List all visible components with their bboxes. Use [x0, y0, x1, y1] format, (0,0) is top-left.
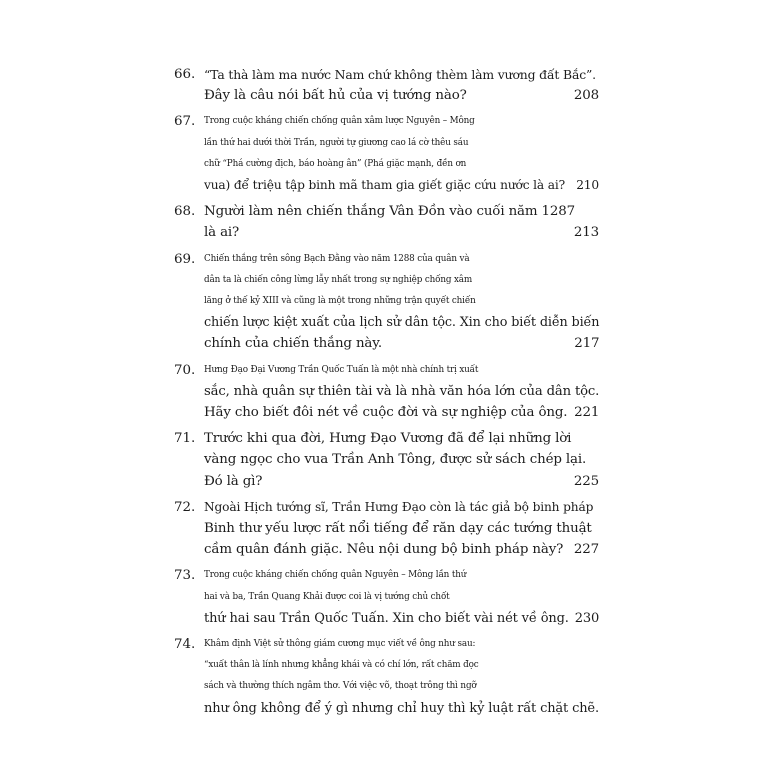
- question-line: [204, 291, 599, 312]
- entry-question: [204, 249, 599, 355]
- question-text: Khâm định Việt sử thông giám cương mục viết về ông như sau:: [204, 639, 476, 650]
- entry-number: 70.: [174, 362, 196, 378]
- entry-question: [204, 201, 599, 243]
- entry-number: 72.: [174, 499, 196, 515]
- question-line: [204, 133, 599, 154]
- question-text: Hưng Đạo Đại Vương Trần Quốc Tuấn là một nhà chính trị xuất: [204, 364, 479, 375]
- entry-number: 74.: [174, 637, 196, 653]
- toc-entry: [174, 565, 599, 629]
- question-text: Người làm nên chiến thắng Vân Đồn vào cuối năm 1287: [204, 204, 576, 220]
- toc-entry: [174, 111, 599, 196]
- entry-number: 66.: [174, 67, 196, 82]
- question-line: [204, 497, 599, 518]
- question-line: [204, 64, 599, 85]
- page-number: 221: [574, 405, 600, 421]
- entry-question: [204, 497, 599, 561]
- question-text: lăng ở thế kỷ XIII và cũng là một trong những trận quyết chiến: [204, 296, 476, 307]
- question-line: [204, 471, 599, 492]
- question-text: sắc, nhà quân sự thiên tài và là nhà văn hóa lớn của dân tộc.: [204, 383, 600, 399]
- question-text: là ai?: [204, 225, 240, 241]
- entry-question: [204, 634, 599, 719]
- question-text: như ông không để ý gì nhưng chỉ huy thì kỷ luật rất chặt chẽ.: [204, 700, 599, 716]
- question-line: [204, 312, 599, 333]
- toc-entry: [174, 360, 599, 424]
- question-text: chữ “Phá cường địch, báo hoàng ân” (Phá giặc mạnh, đền ơn: [204, 158, 467, 169]
- page-number: 225: [573, 473, 599, 489]
- page-number: 208: [573, 88, 599, 104]
- question-text: lần thứ hai dưới thời Trần, người tự giương cao lá cờ thêu sáu: [204, 137, 469, 148]
- question-text: Trong cuộc kháng chiến chống quân xâm lược Nguyên – Mông: [204, 116, 475, 127]
- entry-question: [204, 111, 599, 196]
- question-text: vua) để triệu tập binh mã tham gia giết giặc cứu nước là ai?: [204, 178, 565, 193]
- page-number: 210: [576, 178, 599, 193]
- page-number: 230: [574, 610, 600, 626]
- entry-question: [204, 360, 599, 424]
- question-text: Hãy cho biết đôi nét về cuộc đời và sự nghiệp của ông.: [204, 405, 568, 421]
- question-line: [204, 698, 599, 719]
- question-line: [204, 565, 599, 586]
- question-text: dân ta là chiến công lừng lẫy nhất trong sự nghiệp chống xâm: [204, 274, 473, 285]
- toc-entry: [174, 497, 599, 561]
- question-line: [204, 381, 599, 402]
- question-text: chính của chiến thắng này.: [204, 336, 382, 352]
- question-text: sách và thường thích ngâm thơ. Với việc võ, thoạt trông thì ngỡ: [204, 681, 477, 692]
- question-line: [204, 518, 599, 539]
- question-line: [204, 175, 599, 196]
- question-line: [204, 676, 599, 697]
- question-line: [204, 428, 599, 449]
- question-text: hai và ba, Trần Quang Khải được coi là vị tướng chủ chốt: [204, 591, 450, 602]
- toc-entry: [174, 201, 599, 243]
- entry-question: [204, 64, 599, 106]
- entry-question: [204, 428, 599, 492]
- question-line: [204, 249, 599, 270]
- table-of-contents: [174, 64, 599, 724]
- page-number: 213: [573, 225, 599, 241]
- question-text: chiến lược kiệt xuất của lịch sử dân tộc. Xin cho biết diễn biến: [204, 315, 600, 331]
- question-text: Trong cuộc kháng chiến chống quân Nguyên – Mông lần thứ: [204, 570, 467, 581]
- question-text: cầm quân đánh giặc. Nêu nội dung bộ binh pháp này?: [204, 542, 564, 558]
- entry-number: 68.: [174, 204, 196, 220]
- question-line: [204, 222, 599, 243]
- question-line: [204, 154, 599, 175]
- question-text: “xuất thân là lính nhưng khẳng khái và có chí lớn, rất chăm đọc: [204, 660, 479, 671]
- question-text: Ngoài Hịch tướng sĩ, Trần Hưng Đạo còn là tác giả bộ binh pháp: [204, 499, 594, 514]
- page-number: 217: [574, 336, 600, 352]
- question-line: [204, 360, 599, 381]
- question-text: Trước khi qua đời, Hưng Đạo Vương đã để lại những lời: [204, 431, 572, 447]
- toc-entry: [174, 428, 599, 492]
- question-text: thứ hai sau Trần Quốc Tuấn. Xin cho biết vài nét về ông.: [204, 610, 569, 626]
- toc-entry: [174, 64, 599, 106]
- toc-entry: [174, 634, 599, 719]
- question-line: [204, 539, 599, 560]
- question-line: [204, 85, 599, 106]
- entry-question: [204, 565, 599, 629]
- entry-number: 71.: [174, 431, 196, 447]
- question-line: [204, 201, 599, 222]
- question-text: Binh thư yếu lược rất nổi tiếng để răn dạy các tướng thuật: [204, 521, 592, 537]
- question-line: [204, 111, 599, 132]
- entry-number: 69.: [174, 251, 196, 267]
- question-line: [204, 655, 599, 676]
- question-text: vàng ngọc cho vua Trần Anh Tông, được sử sách chép lại.: [204, 452, 587, 468]
- question-text: Đây là câu nói bất hủ của vị tướng nào?: [204, 88, 467, 104]
- question-text: Chiến thắng trên sông Bạch Đằng vào năm 1288 của quân và: [204, 253, 470, 264]
- question-line: [204, 333, 599, 354]
- entry-number: 73.: [174, 568, 196, 584]
- toc-entry: [174, 249, 599, 355]
- question-line: [204, 402, 599, 423]
- question-line: [204, 449, 599, 470]
- question-text: “Ta thà làm ma nước Nam chứ không thèm làm vương đất Bắc”.: [204, 67, 596, 82]
- question-line: [204, 587, 599, 608]
- page-number: 227: [573, 542, 599, 558]
- question-line: [204, 270, 599, 291]
- question-text: Đó là gì?: [204, 473, 263, 489]
- question-line: [204, 608, 599, 629]
- question-line: [204, 634, 599, 655]
- entry-number: 67.: [174, 114, 196, 130]
